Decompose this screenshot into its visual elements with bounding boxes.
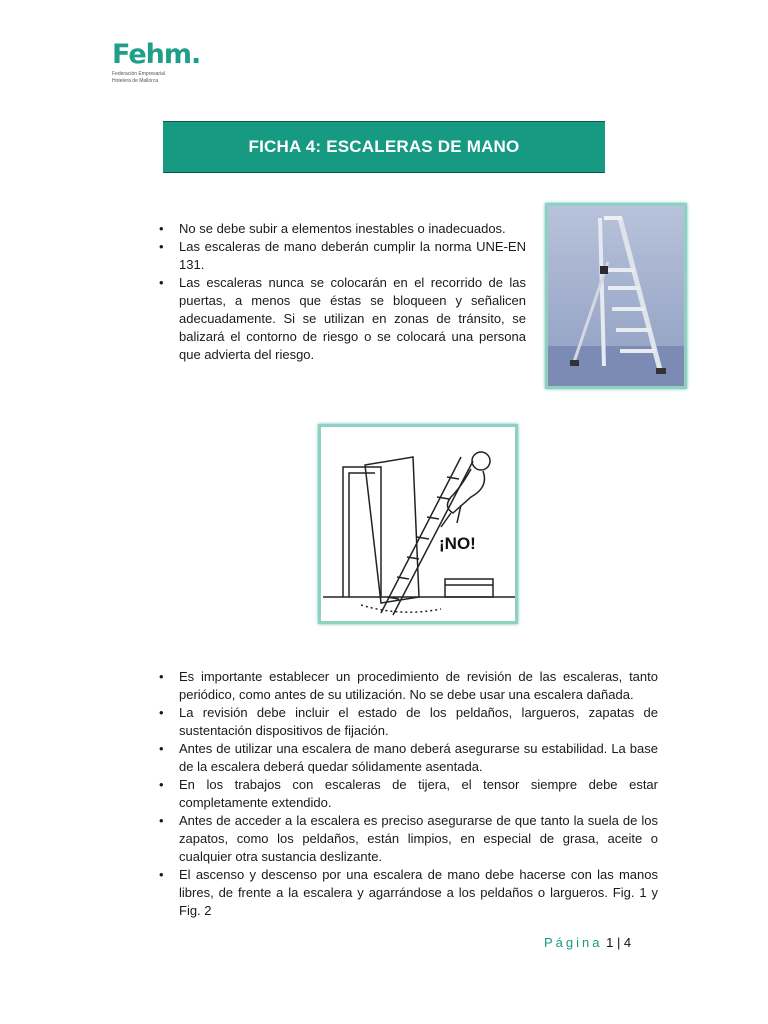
list-item: • En los trabajos con escaleras de tijera, el tensor siempre debe estar completamente extendido. xyxy=(157,776,658,812)
list-item: • La revisión debe incluir el estado de los peldaños, largueros, zapatas de sustentación dispositivos de fijación. xyxy=(157,704,658,740)
no-warning-text: ¡NO! xyxy=(439,534,476,553)
page-title: FICHA 4: ESCALERAS DE MANO xyxy=(248,137,520,156)
ladder-door-drawing xyxy=(321,427,515,621)
bullet-list-bottom xyxy=(157,668,658,920)
stepladder-photo xyxy=(545,203,687,389)
list-item: • Antes de utilizar una escalera de mano deberá asegurarse su estabilidad. La base de la escalera deberá quedar sólidamente asentada. xyxy=(157,740,658,776)
list-item: • Las escaleras nunca se colocarán en el recorrido de las puertas, a menos que éstas se bloqueen y señalicen adecuadamente. Si se utilizan en zonas de tránsito, se balizará el contorno de riesgo o se colocará una persona que advierta del riesgo. xyxy=(157,274,526,364)
list-item: • Antes de acceder a la escalera es preciso asegurarse de que tanto la suela de los zapatos, como los peldaños, están limpios, en especial de grasa, aceite o cualquier otra sustancia deslizante. xyxy=(157,812,658,866)
list-item: • Las escaleras de mano deberán cumplir la norma UNE-EN 131. xyxy=(157,238,526,274)
list-item: • El ascenso y descenso por una escalera de mano debe hacerse con las manos libres, de frente a la escalera y agarrándose a los peldaños o largueros. Fig. 1 y Fig. 2 xyxy=(157,866,658,920)
page-number: 1 | 4 xyxy=(602,935,632,950)
logo-subtitle-line-1: Federación Empresarial xyxy=(112,71,166,77)
page-footer xyxy=(544,935,631,950)
bullet-list-top xyxy=(157,220,526,364)
page-label: Página xyxy=(544,935,603,950)
ladder-warning-illustration xyxy=(318,424,518,624)
logo-wordmark: Fehm. xyxy=(112,39,201,70)
fehm-logo xyxy=(112,40,200,84)
title-banner xyxy=(163,121,605,173)
list-item: • No se debe subir a elementos inestables o inadecuados. xyxy=(157,220,526,238)
logo-subtitle-line-2: Hotelera de Mallorca xyxy=(112,78,159,84)
stepladder-image xyxy=(548,206,684,386)
list-item: • Es importante establecer un procedimiento de revisión de las escaleras, tanto periódico, como antes de su utilización. No se debe usar una escalera dañada. xyxy=(157,668,658,704)
